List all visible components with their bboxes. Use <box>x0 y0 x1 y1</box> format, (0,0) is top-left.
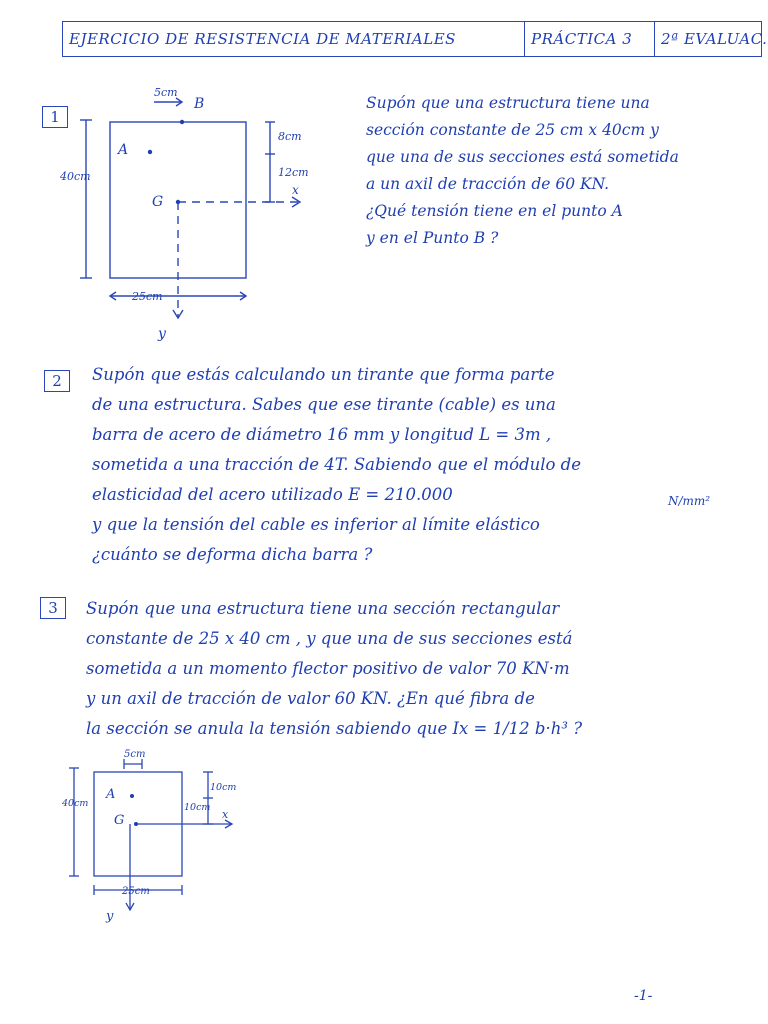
ex3-line: sometida a un momento flector positivo de valor 70 KN·m <box>86 659 570 678</box>
point-g-dot <box>134 822 138 826</box>
dim-mid-label: 12cm <box>278 166 309 179</box>
ex2-line: de una estructura. Sabes que ese tirante (cable) es una <box>92 395 556 414</box>
practice-label: PRÁCTICA 3 <box>524 22 651 56</box>
point-b-dot <box>180 120 184 124</box>
ex3-line: y un axil de tracción de valor 60 KN. ¿En qué fibra de <box>86 689 535 708</box>
ex2-line: barra de acero de diámetro 16 mm y longitud L = 3m , <box>92 425 552 444</box>
ex1-line: sección constante de 25 cm x 40cm y <box>366 121 659 139</box>
exercise-1-figure <box>60 82 320 352</box>
point-a-dot <box>148 150 152 154</box>
exercise-2-text-tail <box>92 510 540 570</box>
ex2-line: Supón que estás calculando un tirante que forma parte <box>92 365 555 384</box>
height-label: 40cm <box>60 170 91 183</box>
top-dim-label: 5cm <box>124 749 146 760</box>
ex1-line: Supón que una estructura tiene una <box>366 94 650 112</box>
modulus-unit: N/mm² <box>668 494 711 508</box>
page-number: -1- <box>634 988 653 1004</box>
exercise-2-number: 2 <box>44 370 70 392</box>
exercise-2-text <box>92 360 581 510</box>
y-axis-label: y <box>106 909 114 924</box>
ex3-line: la sección se anula la tensión sabiendo que Ix = 1/12 b·h³ ? <box>86 719 583 738</box>
page-title: EJERCICIO DE RESISTENCIA DE MATERIALES <box>62 22 519 56</box>
ex2-line: ¿cuánto se deforma dicha barra ? <box>92 545 373 564</box>
dim-top-label: 8cm <box>278 130 302 143</box>
ex1-line: a un axil de tracción de 60 KN. <box>366 175 610 193</box>
dim-mid-label: 10cm <box>184 802 211 813</box>
ex2-line: elasticidad del acero utilizado E = 210.000 <box>92 485 453 504</box>
point-a-label: A <box>118 142 129 158</box>
width-label: 25cm <box>132 290 163 303</box>
ex1-line: que una de sus secciones está sometida <box>366 148 679 166</box>
width-label: 25cm <box>122 886 150 897</box>
exercise-3-figure <box>58 744 258 930</box>
header-bar <box>62 21 768 57</box>
exercise-3-number: 3 <box>40 597 66 619</box>
x-axis-label: x <box>222 808 229 821</box>
ex3-line: Supón que una estructura tiene una sección rectangular <box>86 599 560 618</box>
x-axis-label: x <box>292 183 299 197</box>
ex1-line: y en el Punto B ? <box>366 229 499 247</box>
evaluation-label: 2ª EVALUAC. <box>654 22 762 56</box>
point-b-label: B <box>194 96 205 112</box>
point-g-label: G <box>114 813 125 828</box>
point-g-dot <box>176 200 180 204</box>
ex3-line: constante de 25 x 40 cm , y que una de sus secciones está <box>86 629 573 648</box>
top-dim-label: 5cm <box>154 86 178 99</box>
point-g-label: G <box>152 194 164 210</box>
exercise-3-text <box>86 594 582 744</box>
y-axis-label: y <box>158 326 166 342</box>
point-a-dot <box>130 794 134 798</box>
ex2-line: sometida a una tracción de 4T. Sabiendo que el módulo de <box>92 455 581 474</box>
exercise-1-number: 1 <box>42 106 68 128</box>
point-a-label: A <box>106 787 116 802</box>
ex1-line: ¿Qué tensión tiene en el punto A <box>366 202 623 220</box>
ex2-line: y que la tensión del cable es inferior al límite elástico <box>92 515 540 534</box>
exercise-1-text <box>366 90 679 252</box>
dim-top-label: 10cm <box>210 782 237 793</box>
height-label: 40cm <box>62 798 89 809</box>
